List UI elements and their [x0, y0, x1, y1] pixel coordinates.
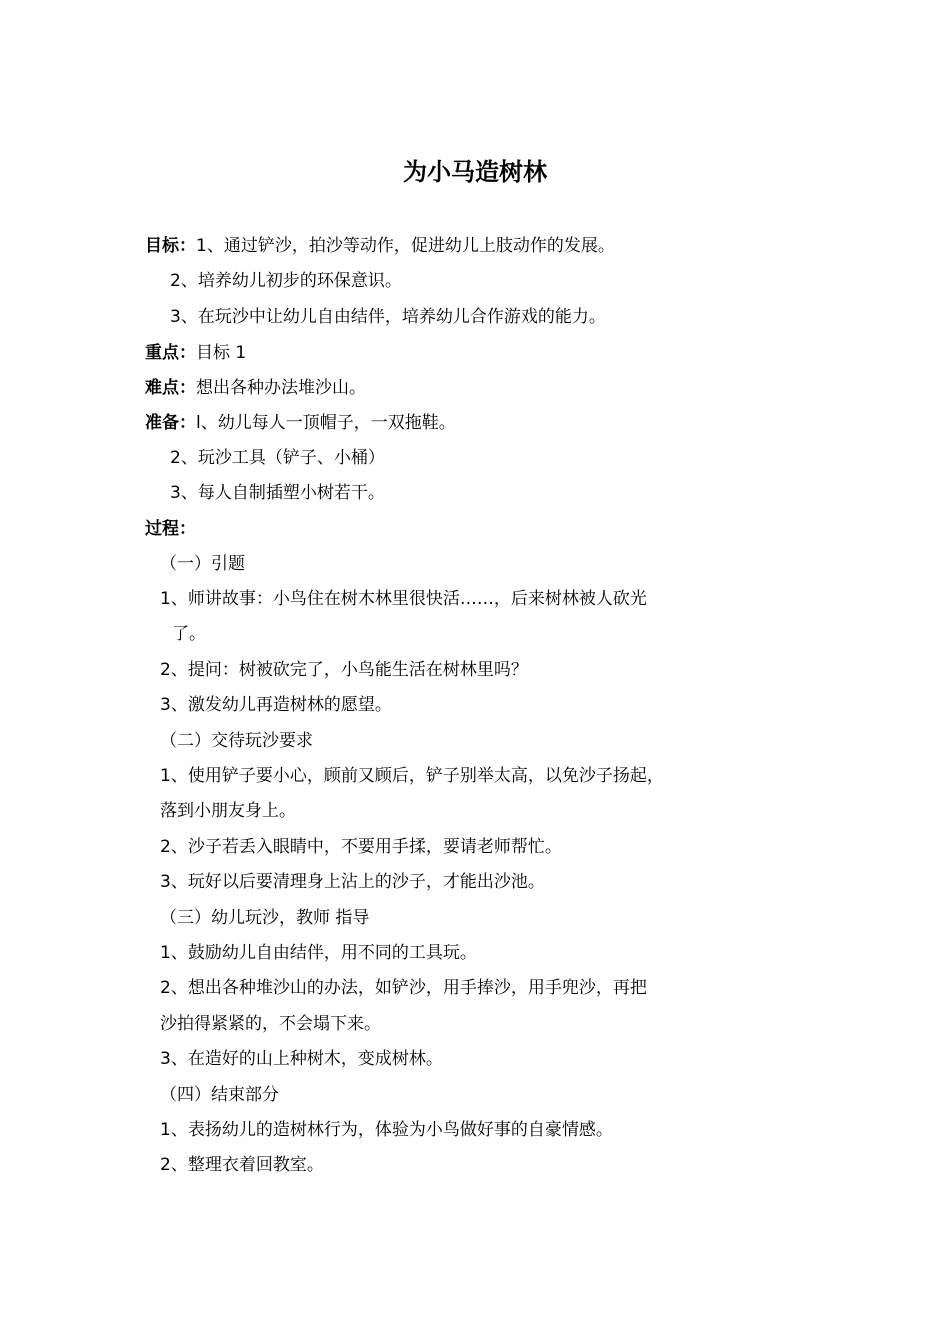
difficulty-line	[145, 377, 366, 399]
key-point-line	[145, 342, 246, 364]
section1-item2: 2、提问：树被砍完了，小鸟能生活在树林里吗？	[160, 660, 528, 680]
section1-item1-line1: 1、师讲故事：小鸟住在树木林里很快活……，后来树林被人砍光	[160, 589, 647, 609]
goal-item-1: 1、通过铲沙，拍沙等动作，促进幼儿上肢动作的发展。	[196, 236, 615, 256]
section2-item1-line2: 落到小朋友身上。	[160, 801, 296, 821]
process-label: 过程：	[145, 519, 196, 539]
section2-item1-line1: 1、使用铲子要小心，顾前又顾后，铲子别举太高，以免沙子扬起，	[160, 766, 664, 786]
section3-item1: 1、鼓励幼儿自由结伴，用不同的工具玩。	[160, 943, 477, 963]
section4-heading: （四）结束部分	[160, 1085, 279, 1105]
difficulty-label: 难点：	[145, 378, 196, 398]
goals-line-1	[145, 235, 615, 257]
section4-item1: 1、表扬幼儿的造树林行为，体验为小鸟做好事的自豪情感。	[160, 1120, 613, 1140]
key-point-label: 重点：	[145, 343, 196, 363]
preparation-label: 准备：	[145, 413, 196, 433]
section3-item2-line1: 2、想出各种堆沙山的办法，如铲沙，用手捧沙，用手兜沙，再把	[160, 978, 647, 998]
goal-item-3: 3、在玩沙中让幼儿自由结伴，培养幼儿合作游戏的能力。	[170, 307, 606, 327]
section2-item3: 3、玩好以后要清理身上沾上的沙子，才能出沙池。	[160, 872, 545, 892]
preparation-item-1: l、幼儿每人一顶帽子，一双拖鞋。	[196, 413, 456, 433]
preparation-item-2: 2、玩沙工具（铲子、小桶）	[170, 448, 385, 468]
goal-item-2: 2、培养幼儿初步的环保意识。	[170, 271, 402, 291]
preparation-item-3: 3、每人自制插塑小树若干。	[170, 483, 385, 503]
key-point-text: 目标 1	[196, 343, 247, 363]
goals-label: 目标：	[145, 236, 196, 256]
section1-item3: 3、激发幼儿再造树林的愿望。	[160, 695, 392, 715]
section1-heading: （一）引题	[160, 554, 245, 574]
document-title: 为小马造树林	[403, 158, 547, 186]
section2-item2: 2、沙子若丢入眼睛中，不要用手揉，要请老师帮忙。	[160, 837, 562, 857]
preparation-line-1	[145, 412, 456, 434]
section4-item2: 2、整理衣着回教室。	[160, 1155, 324, 1175]
section2-heading: （二）交待玩沙要求	[160, 731, 313, 751]
difficulty-text: 想出各种办法堆沙山。	[196, 378, 366, 398]
section3-item2-line2: 沙拍得紧紧的，不会塌下来。	[160, 1014, 381, 1034]
section3-heading: （三）幼儿玩沙，教师 指导	[160, 908, 370, 928]
section1-item1-line2: 了。	[172, 624, 206, 644]
section3-item3: 3、在造好的山上种树木，变成树林。	[160, 1049, 443, 1069]
